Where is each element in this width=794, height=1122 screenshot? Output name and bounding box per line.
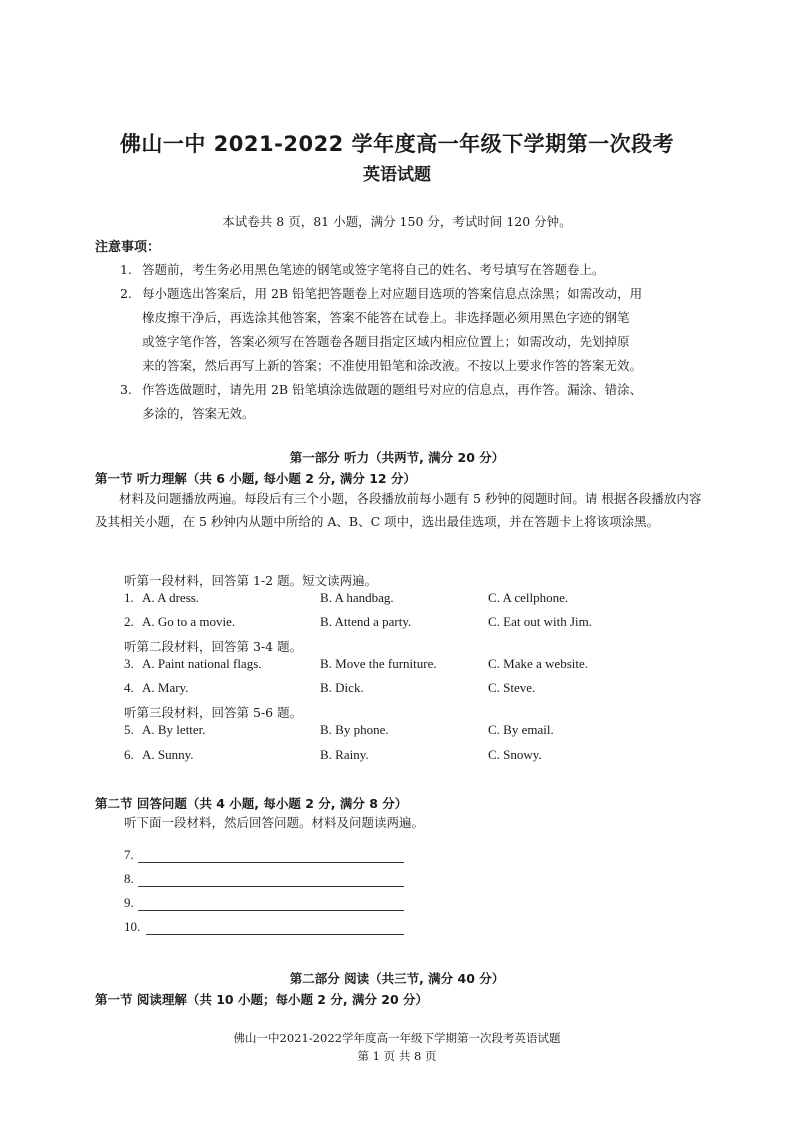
option-b: B. Attend a party. <box>320 614 412 629</box>
segment1-prompt: 听第一段材料，回答第 1-2 题。短文读两遍。 <box>124 573 378 588</box>
notice-line: 来的答案，然后再写上新的答案；不准使用铅笔和涂改液。不按以上要求作答的答案无效。 <box>142 358 643 373</box>
section1-heading: 第一节 听力理解（共 6 小题, 每小题 2 分, 满分 12 分） <box>95 471 416 486</box>
option-c: C. Steve. <box>488 680 536 695</box>
part2-heading: 第二部分 阅读（共三节, 满分 40 分） <box>289 971 505 986</box>
notice-line: 答题前，考生务必用黑色笔迹的钢笔或签字笔将自己的姓名、考号填写在答题卷上。 <box>142 262 605 277</box>
blank-number: 7. <box>124 847 134 862</box>
answer-blank[interactable] <box>124 847 424 865</box>
part1-heading: 第一部分 听力（共两节, 满分 20 分） <box>289 450 505 465</box>
notice-line: 或签字笔作答，答案必须写在答题卷各题目指定区域内相应位置上；如需改动，先划掉原 <box>142 334 630 349</box>
notice-list <box>120 258 710 426</box>
question-number: 4. <box>124 680 134 695</box>
answer-blank[interactable] <box>124 871 424 889</box>
answer-line[interactable] <box>138 910 404 911</box>
answer-blank[interactable] <box>124 919 424 937</box>
option-a: A. Sunny. <box>142 747 194 762</box>
notice-item-number: 1. <box>120 262 132 277</box>
notice-line: 多涂的，答案无效。 <box>142 406 255 421</box>
notice-line: 橡皮擦干净后，再选涂其他答案，答案不能答在试卷上。非选择题必须用黑色字迹的钢笔 <box>142 310 630 325</box>
option-b: B. A handbag. <box>320 590 394 605</box>
option-c: C. Snowy. <box>488 747 542 762</box>
notice-line: 作答选做题时，请先用 2B 铅笔填涂选做题的题组号对应的信息点，再作答。漏涂、错涂、 <box>142 382 643 397</box>
notice-item <box>120 378 710 426</box>
question-number: 3. <box>124 656 134 671</box>
exam-info: 本试卷共 8 页，81 小题，满分 150 分，考试时间 120 分钟。 <box>222 214 572 229</box>
option-c: C. Make a website. <box>488 656 589 671</box>
option-b: B. Dick. <box>320 680 364 695</box>
section1-instructions: 材料及问题播放两遍。每段后有三个小题，各段播放前每小题有 5 秒钟的阅题时间。请 根据各段播放内容及其相关小题，在 5 秒钟内从题中所给的 A、B、C 项中，选出最佳选项，并在答题卡上将该项涂黑。 <box>95 491 702 529</box>
question-row <box>124 680 684 698</box>
question-number: 2. <box>124 614 134 629</box>
option-a: A. Go to a movie. <box>142 614 236 629</box>
segment3-prompt: 听第三段材料，回答第 5-6 题。 <box>124 705 303 720</box>
exam-subtitle: 英语试题 <box>363 165 431 185</box>
notice-line: 每小题选出答案后，用 2B 铅笔把答题卷上对应题目选项的答案信息点涂黑；如需改动，用 <box>142 286 643 301</box>
option-a: A. Paint national flags. <box>142 656 262 671</box>
blank-number: 8. <box>124 871 134 886</box>
question-row <box>124 722 684 740</box>
segment2-prompt: 听第二段材料，回答第 3-4 题。 <box>124 639 303 654</box>
page-number: 第 1 页 共 8 页 <box>357 1049 437 1063</box>
question-number: 1. <box>124 590 134 605</box>
notice-item-number: 3. <box>120 382 132 397</box>
exam-title: 佛山一中 2021-2022 学年度高一年级下学期第一次段考 <box>119 132 675 156</box>
answer-line[interactable] <box>138 862 404 863</box>
notice-item <box>120 282 710 378</box>
option-b: B. By phone. <box>320 722 389 737</box>
option-b: B. Move the furniture. <box>320 656 437 671</box>
option-c: C. Eat out with Jim. <box>488 614 592 629</box>
blank-number: 9. <box>124 895 134 910</box>
question-number: 5. <box>124 722 134 737</box>
option-c: C. A cellphone. <box>488 590 569 605</box>
question-row <box>124 590 684 608</box>
option-c: C. By email. <box>488 722 554 737</box>
part2-section1-heading: 第一节 阅读理解（共 10 小题；每小题 2 分, 满分 20 分） <box>95 992 429 1007</box>
notice-heading: 注意事项： <box>95 240 161 255</box>
option-a: A. Mary. <box>142 680 189 695</box>
question-row <box>124 656 684 674</box>
option-a: A. A dress. <box>142 590 200 605</box>
option-a: A. By letter. <box>142 722 206 737</box>
question-row <box>124 747 684 765</box>
answer-blank[interactable] <box>124 895 424 913</box>
footer-title: 佛山一中2021-2022学年度高一年级下学期第一次段考英语试题 <box>233 1031 561 1045</box>
answer-line[interactable] <box>146 934 404 935</box>
section2-heading: 第二节 回答问题（共 4 小题, 每小题 2 分, 满分 8 分） <box>95 796 408 811</box>
question-number: 6. <box>124 747 134 762</box>
blank-number: 10. <box>124 919 141 934</box>
notice-item-number: 2. <box>120 286 132 301</box>
section2-instructions: 听下面一段材料，然后回答问题。材料及问题读两遍。 <box>124 815 425 830</box>
answer-line[interactable] <box>138 886 404 887</box>
option-b: B. Rainy. <box>320 747 369 762</box>
notice-item <box>120 258 710 282</box>
question-row <box>124 614 684 632</box>
